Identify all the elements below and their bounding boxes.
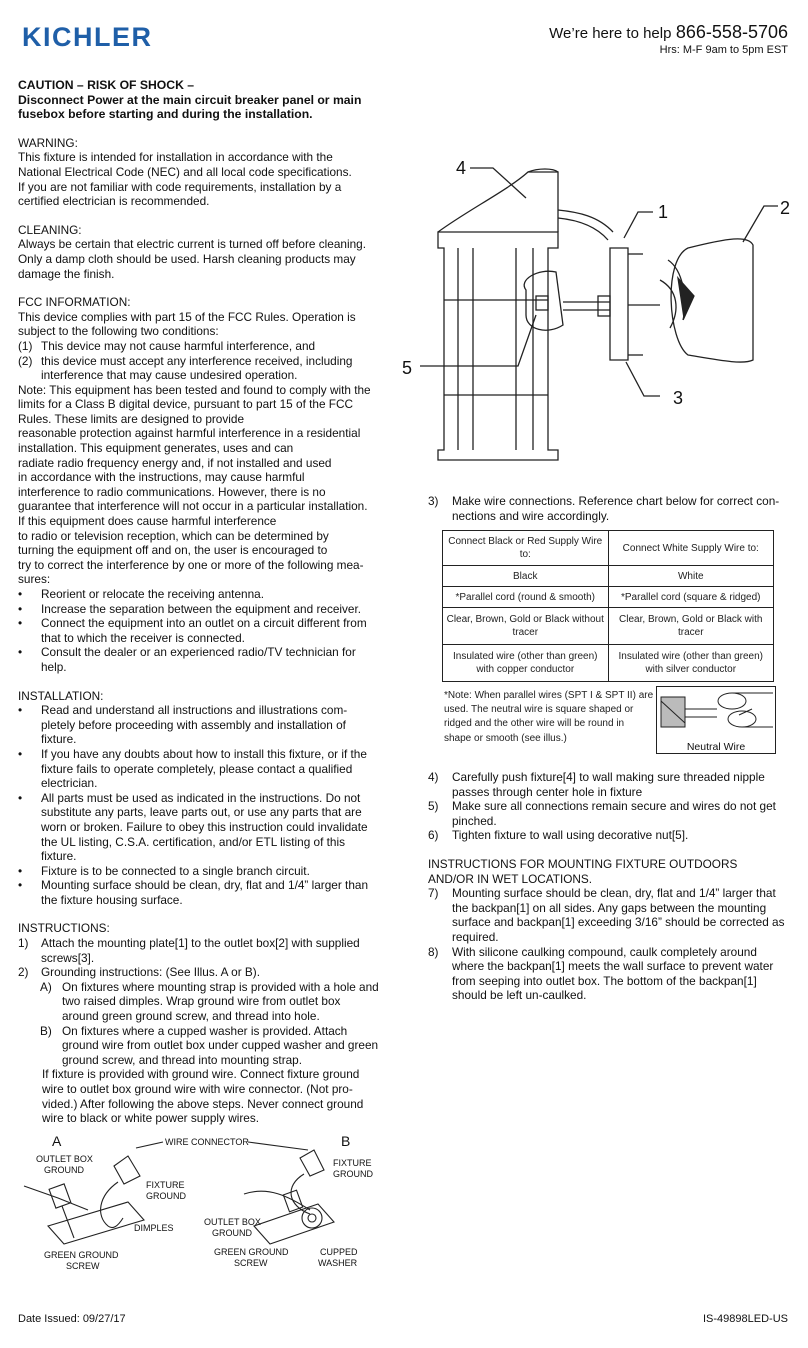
fcc-heading: FCC INFORMATION: — [18, 295, 131, 310]
neutral-wire-label: Neutral Wire — [686, 741, 746, 753]
instruction-step — [428, 886, 786, 944]
warning-line: certified electrician is recommended. — [18, 194, 210, 209]
supply-wire — [558, 210, 613, 232]
condition-text: this device must accept any interference received, including interference that may cause undesired operation. — [41, 353, 353, 383]
wire-connector-label: WIRE CONNECTOR — [165, 1137, 249, 1147]
condition-marker: (1) — [18, 338, 33, 353]
callout-leader-2 — [743, 206, 778, 242]
document-id: IS-49898LED-US — [703, 1313, 788, 1325]
table-cell: *Parallel cord (round & smooth) — [443, 587, 609, 608]
installation-text: If you have any doubts about how to install this fixture, or if the fixture fails to operate completely, please contact a qualified electrician. — [41, 746, 367, 791]
parallel-wire-icon — [657, 687, 775, 739]
outlet-box-ground-b-2: GROUND — [212, 1228, 252, 1238]
step-text: Tighten fixture to wall using decorative nut[5]. — [452, 828, 689, 843]
green-screw-a: GREEN GROUND — [44, 1250, 119, 1260]
instruction-substep — [18, 980, 380, 1024]
installation-item — [18, 747, 380, 791]
green-screw-b-2: SCREW — [234, 1258, 268, 1268]
table-cell: Clear, Brown, Gold or Black with tracer — [608, 608, 774, 645]
fixture-ground-a-2: GROUND — [146, 1191, 186, 1201]
fcc-measure — [18, 602, 380, 617]
table-row — [443, 566, 774, 587]
mounting-strap — [610, 248, 628, 360]
cleaning-heading: CLEANING: — [18, 222, 82, 237]
nipple-nut — [598, 296, 610, 316]
callout-4: 4 — [456, 158, 467, 178]
step-text: Make wire connections. Reference chart below for correct con- nections and wire accordingly. — [452, 494, 780, 523]
instruction-step — [18, 936, 380, 965]
grounding-diagram — [18, 1126, 398, 1276]
help-line — [549, 22, 788, 43]
cleaning-line: Only a damp cloth should be used. Harsh cleaning products may — [18, 251, 356, 266]
step-text: Grounding instructions: (See Illus. A or B). — [41, 965, 261, 980]
step-marker: 2) — [18, 965, 29, 980]
wire-note: *Note: When parallel wires (SPT I & SPT II) are used. The neutral wire is square shaped or ridged and the other wire will be round in shape or smooth (see illus.) — [444, 690, 654, 744]
fixture-ground-b: FIXTURE — [333, 1158, 372, 1168]
step-text: Mounting surface should be clean, dry, flat and 1/4” larger that the backpan[1] on all sides. Any gaps between the mounting surface and backpan[1] exceeding 3/16” should be corrected as required. — [452, 886, 785, 944]
instruction-step — [428, 494, 786, 523]
callout-leader-1 — [624, 212, 653, 238]
table-cell: Insulated wire (other than green) with copper conductor — [443, 645, 609, 682]
measure-text: Increase the separation between the equipment and receiver. — [41, 601, 362, 616]
substep-marker: B) — [40, 1023, 52, 1038]
instruction-step — [428, 799, 786, 828]
illus-b-label: B — [341, 1133, 351, 1149]
instruction-step — [428, 770, 786, 799]
instruction-extra: If fixture is provided with ground wire. Connect fixture ground wire to outlet box ground wire with wire connector. (Not pro- vided.) After following the above steps. Never connect ground wire to black or white power supply wires. — [42, 1067, 364, 1126]
bullet-icon: • — [18, 601, 23, 616]
fcc-note-line: interference to radio communications. However, there is no — [18, 484, 326, 499]
outdoor-heading: INSTRUCTIONS FOR MOUNTING FIXTURE OUTDOORS — [428, 856, 738, 871]
bullet-icon: • — [18, 746, 23, 761]
fcc-note-line: If this equipment does cause harmful interference — [18, 514, 277, 529]
step-text: Make sure all connections remain secure and wires do not get pinched. — [452, 799, 776, 828]
header-cell: Connect Black or Red Supply Wire to: — [443, 531, 609, 566]
table-row — [443, 608, 774, 645]
lantern-body — [438, 232, 558, 460]
dimples-label: DIMPLES — [134, 1223, 174, 1233]
installation-item — [18, 864, 380, 879]
step-marker: 5) — [428, 799, 439, 814]
step-marker: 1) — [18, 936, 29, 951]
step-marker: 7) — [428, 886, 439, 901]
installation-text: All parts must be used as indicated in the instructions. Do not substitute any parts, leave parts out, or use any parts that are worn or broken. Failure to obey this instruction could invalidate the UL listing, C.S.A. certification, and/or ETL listing of this fixture. — [41, 790, 368, 864]
fcc-measure — [18, 587, 380, 602]
fcc-note-line: Note: This equipment has been tested and found to comply with the — [18, 382, 371, 397]
cupped-washer-label: CUPPED — [320, 1247, 358, 1257]
date-issued: Date Issued: 09/27/17 — [18, 1313, 126, 1325]
fixture-ground-b-2: GROUND — [333, 1169, 373, 1179]
cleaning-line: Always be certain that electric current is turned off before cleaning. — [18, 237, 366, 252]
table-row — [443, 645, 774, 682]
cleaning-line: damage the finish. — [18, 266, 115, 281]
fcc-measure — [18, 616, 380, 645]
table-cell: *Parallel cord (square & ridged) — [608, 587, 774, 608]
fcc-note-line: radiate radio frequency energy and, if not installed and used — [18, 455, 332, 470]
step-text: Carefully push fixture[4] to wall making sure threaded nipple passes through center hole in fixture — [452, 770, 765, 799]
table-cell: White — [608, 566, 774, 587]
measure-text: Reorient or relocate the receiving antenna. — [41, 587, 264, 601]
instruction-substep — [18, 1024, 380, 1068]
instructions-heading: INSTRUCTIONS: — [18, 921, 110, 936]
outlet-box-ground-a: OUTLET BOX — [36, 1154, 93, 1164]
step-marker: 3) — [428, 494, 439, 508]
screw-shaft-a — [62, 1206, 74, 1238]
fixture-ground-a: FIXTURE — [146, 1180, 185, 1190]
instruction-step — [428, 945, 786, 1003]
box-wire — [660, 280, 676, 328]
decorative-nut — [524, 271, 563, 330]
right-steps — [428, 770, 786, 1003]
box-clamp — [678, 278, 694, 318]
illus-a-label: A — [52, 1133, 62, 1149]
fcc-note-line: installation. This equipment generates, uses and can — [18, 441, 294, 456]
condition-text: This device may not cause harmful interference, and — [41, 338, 316, 353]
installation-item — [18, 703, 380, 747]
fcc-note-line: reasonable protection against harmful interference in a residential — [18, 426, 361, 441]
wire-chart — [442, 530, 774, 682]
installation-text: Read and understand all instructions and illustrations com- pletely before proceeding with assembly and installation of fixture. — [41, 703, 348, 747]
warning-line: National Electrical Code (NEC) and all local code specifications. — [18, 164, 352, 179]
help-block — [549, 22, 788, 56]
step-marker: 4) — [428, 770, 439, 784]
installation-text: Fixture is to be connected to a single branch circuit. — [41, 863, 310, 878]
washer-hole — [308, 1214, 316, 1222]
warning-line: This fixture is intended for installation in accordance with the — [18, 150, 333, 165]
table-cell: Insulated wire (other than green) with silver conductor — [608, 645, 774, 682]
callout-2: 2 — [780, 198, 791, 218]
fcc-condition — [18, 339, 380, 354]
warning-heading: WARNING: — [18, 135, 78, 150]
fcc-note-line: in accordance with the instructions, may cause harmful — [18, 470, 305, 485]
fcc-note-line: limits for a Class B digital device, pursuant to part 15 of the FCC — [18, 397, 354, 412]
lantern-hood — [438, 172, 558, 232]
help-text: We’re here to help — [549, 25, 672, 42]
kichler-logo — [22, 22, 200, 52]
green-screw-b: GREEN GROUND — [214, 1247, 289, 1257]
fcc-note-line: guarantee that interference will not occur in a particular installation. — [18, 499, 368, 514]
callout-leader-5 — [420, 315, 536, 366]
right-step3 — [428, 494, 786, 523]
table-row — [443, 587, 774, 608]
warning-line: If you are not familiar with code requirements, installation by a — [18, 179, 342, 194]
callout-3: 3 — [673, 388, 684, 408]
help-phone: 866-558-5706 — [675, 22, 788, 42]
bullet-icon: • — [18, 878, 23, 893]
wire-nut-a — [114, 1156, 140, 1184]
fcc-intro: This device complies with part 15 of the FCC Rules. Operation is — [18, 309, 356, 324]
bullet-icon: • — [18, 863, 23, 878]
callout-leader-3 — [626, 362, 660, 396]
caution-title: CAUTION – RISK OF SHOCK – — [18, 78, 195, 92]
ridged-wire-icon — [718, 693, 746, 709]
instruction-step — [18, 965, 380, 980]
callout-5: 5 — [402, 358, 413, 378]
header-cell: Connect White Supply Wire to: — [608, 531, 774, 566]
wire-chart-header — [443, 531, 774, 566]
step-marker: 6) — [428, 828, 439, 843]
ground-wire-a — [24, 1186, 88, 1210]
installation-text: Mounting surface should be clean, dry, flat and 1/4” larger than the fixture housing surface. — [41, 878, 369, 907]
green-screw-a-2: SCREW — [66, 1261, 100, 1271]
installation-item — [18, 878, 380, 907]
fcc-note-line: Rules. These limits are designed to provide — [18, 411, 245, 426]
table-cell: Black — [443, 566, 609, 587]
step-marker: 8) — [428, 944, 439, 959]
step-text: With silicone caulking compound, caulk completely around where the backpan[1] meets the wall surface to prevent water from seeping into outlet box. The bottom of the backpan[1] should be left un-caulked. — [452, 944, 774, 1003]
table-cell: Clear, Brown, Gold or Black without tracer — [443, 608, 609, 645]
substep-text: On fixtures where mounting strap is provided with a hole and two raised dimples. Wrap ground wire from outlet box around green ground screw, and thread into hole. — [62, 979, 379, 1024]
fcc-note-line: try to correct the interference by one or more of the following mea- — [18, 557, 364, 572]
step-text: Attach the mounting plate[1] to the outlet box[2] with supplied screws[3]. — [41, 936, 360, 965]
bullet-icon: • — [18, 616, 23, 631]
fcc-note-line: turning the equipment off and on, the user is encouraged to — [18, 543, 328, 558]
fcc-note-line: sures: — [18, 572, 51, 587]
fcc-condition — [18, 354, 380, 383]
outdoor-heading: AND/OR IN WET LOCATIONS. — [428, 871, 593, 886]
bullet-icon: • — [18, 790, 23, 805]
installation-item — [18, 791, 380, 864]
cupped-washer-label-2: WASHER — [318, 1258, 358, 1268]
outlet-box-ground-b: OUTLET BOX — [204, 1217, 261, 1227]
measure-text: Consult the dealer or an experienced radio/TV technician for help. — [41, 645, 356, 674]
cupped-washer — [302, 1208, 322, 1228]
caution-body: Disconnect Power at the main circuit breaker panel or main fusebox before starting and during the installation. — [18, 92, 362, 122]
neutral-wire-illustration — [656, 686, 776, 754]
fcc-intro: subject to the following two conditions: — [18, 324, 219, 339]
fixture-illustration — [398, 150, 800, 480]
measure-text: Connect the equipment into an outlet on a circuit different from that to which the receiver is connected. — [41, 616, 367, 645]
instruction-step — [428, 828, 786, 843]
help-hours: Hrs: M-F 9am to 5pm EST — [659, 44, 788, 56]
substep-marker: A) — [40, 979, 52, 994]
left-column — [18, 78, 380, 1126]
wire-nut-b — [300, 1150, 324, 1176]
nut-body — [536, 296, 548, 310]
condition-marker: (2) — [18, 353, 33, 368]
bullet-icon: • — [18, 703, 23, 718]
callout-1: 1 — [658, 202, 669, 222]
outlet-box-ground-a-2: GROUND — [44, 1165, 84, 1175]
bullet-icon: • — [18, 645, 23, 660]
logo-text: KICHLER — [22, 22, 153, 52]
bullet-icon: • — [18, 587, 23, 601]
fcc-measure — [18, 645, 380, 674]
installation-heading: INSTALLATION: — [18, 688, 104, 703]
fcc-note-line: to radio or television reception, which can be determined by — [18, 528, 329, 543]
substep-text: On fixtures where a cupped washer is provided. Attach ground wire from outlet box under cupped washer and green ground screw, and thread into mounting strap. — [62, 1023, 379, 1067]
